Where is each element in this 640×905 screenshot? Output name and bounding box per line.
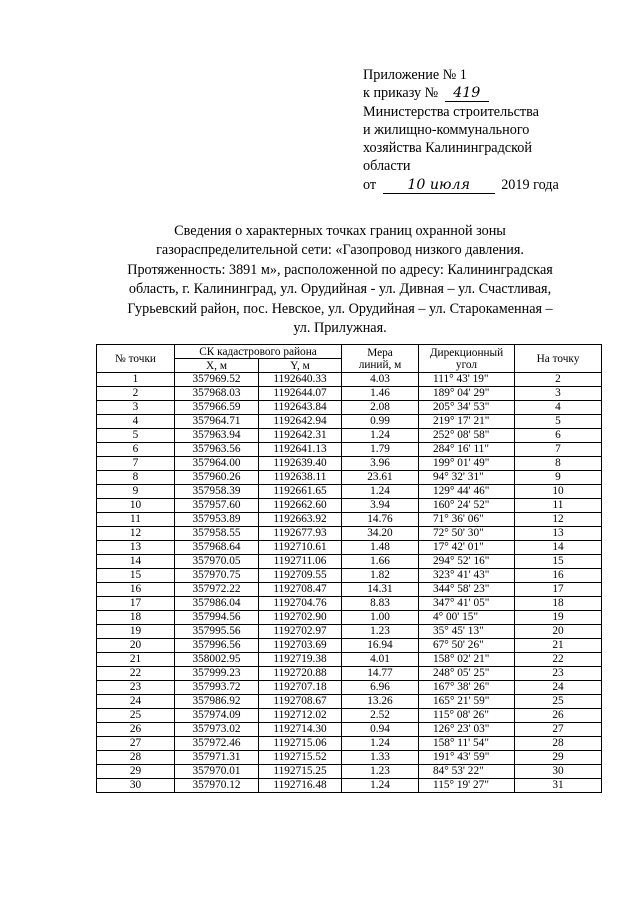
cell-line-measure: 23.61 <box>342 471 419 485</box>
cell-y-coordinate: 1192715.52 <box>259 751 342 765</box>
cell-x-coordinate: 357971.31 <box>175 751 259 765</box>
table-row <box>97 765 602 779</box>
table-row <box>97 653 602 667</box>
table-row <box>97 429 602 443</box>
cell-line-measure: 6.96 <box>342 681 419 695</box>
cell-line-measure: 8.83 <box>342 597 419 611</box>
table-body <box>97 373 602 793</box>
cell-y-coordinate: 1192714.30 <box>259 723 342 737</box>
cell-x-coordinate: 357973.02 <box>175 723 259 737</box>
cell-to-point: 23 <box>515 667 602 681</box>
order-number-handwritten: 419 <box>445 86 489 102</box>
cell-point-number: 23 <box>97 681 175 695</box>
header-line-measure <box>342 345 419 373</box>
cell-y-coordinate: 1192639.40 <box>259 457 342 471</box>
cell-line-measure: 3.96 <box>342 457 419 471</box>
cell-line-measure: 1.48 <box>342 541 419 555</box>
cell-point-number: 12 <box>97 527 175 541</box>
cell-to-point: 28 <box>515 737 602 751</box>
heading-line-2: газораспределительной сети: «Газопровод низкого давления. <box>156 242 524 259</box>
cell-x-coordinate: 357953.89 <box>175 513 259 527</box>
cell-line-measure: 1.00 <box>342 611 419 625</box>
table-row <box>97 415 602 429</box>
cell-x-coordinate: 357999.23 <box>175 667 259 681</box>
cell-x-coordinate: 357963.56 <box>175 443 259 457</box>
cell-to-point: 18 <box>515 597 602 611</box>
header-angle-line-2: угол <box>455 358 478 371</box>
appendix-title: Приложение № 1 <box>363 67 467 83</box>
cell-direction-angle: 165° 21' 59" <box>419 695 515 709</box>
cell-direction-angle: 160° 24' 52" <box>419 499 515 513</box>
header-measure-line-2: линий, м <box>358 358 402 371</box>
cell-to-point: 13 <box>515 527 602 541</box>
cell-to-point: 21 <box>515 639 602 653</box>
cell-to-point: 27 <box>515 723 602 737</box>
cell-y-coordinate: 1192662.60 <box>259 499 342 513</box>
cell-to-point: 12 <box>515 513 602 527</box>
cell-y-coordinate: 1192663.92 <box>259 513 342 527</box>
cell-to-point: 7 <box>515 443 602 457</box>
cell-line-measure: 1.23 <box>342 625 419 639</box>
cell-direction-angle: 189° 04' 29" <box>419 387 515 401</box>
cell-point-number: 29 <box>97 765 175 779</box>
ministry-line-3: хозяйства Калининградской <box>363 140 532 157</box>
table-row <box>97 681 602 695</box>
appendix-block <box>363 66 559 194</box>
cell-to-point: 11 <box>515 499 602 513</box>
cell-point-number: 24 <box>97 695 175 709</box>
header-x: X, м <box>175 359 259 373</box>
table-row <box>97 695 602 709</box>
cell-to-point: 14 <box>515 541 602 555</box>
cell-to-point: 16 <box>515 569 602 583</box>
cell-y-coordinate: 1192643.84 <box>259 401 342 415</box>
cell-line-measure: 1.79 <box>342 443 419 457</box>
cell-point-number: 21 <box>97 653 175 667</box>
table-row <box>97 527 602 541</box>
cell-x-coordinate: 357996.56 <box>175 639 259 653</box>
cell-y-coordinate: 1192715.06 <box>259 737 342 751</box>
cell-y-coordinate: 1192704.76 <box>259 597 342 611</box>
cell-y-coordinate: 1192638.11 <box>259 471 342 485</box>
cell-line-measure: 1.24 <box>342 429 419 443</box>
cell-point-number: 22 <box>97 667 175 681</box>
cell-to-point: 25 <box>515 695 602 709</box>
cell-line-measure: 4.01 <box>342 653 419 667</box>
table-row <box>97 401 602 415</box>
cell-direction-angle: 248° 05' 25" <box>419 667 515 681</box>
cell-line-measure: 16.94 <box>342 639 419 653</box>
cell-direction-angle: 294° 52' 16" <box>419 555 515 569</box>
cell-direction-angle: 284° 16' 11" <box>419 443 515 457</box>
cell-x-coordinate: 357960.26 <box>175 471 259 485</box>
cell-point-number: 28 <box>97 751 175 765</box>
heading-line-1: Сведения о характерных точках границ охранной зоны <box>174 223 506 239</box>
cell-to-point: 2 <box>515 373 602 387</box>
cell-x-coordinate: 357964.00 <box>175 457 259 471</box>
cell-point-number: 15 <box>97 569 175 583</box>
cell-line-measure: 13.26 <box>342 695 419 709</box>
cell-to-point: 29 <box>515 751 602 765</box>
cell-to-point: 4 <box>515 401 602 415</box>
cell-x-coordinate: 357972.22 <box>175 583 259 597</box>
cell-line-measure: 2.52 <box>342 709 419 723</box>
cell-to-point: 24 <box>515 681 602 695</box>
cell-line-measure: 34.20 <box>342 527 419 541</box>
cell-point-number: 8 <box>97 471 175 485</box>
cell-point-number: 26 <box>97 723 175 737</box>
cell-y-coordinate: 1192712.02 <box>259 709 342 723</box>
cell-line-measure: 0.99 <box>342 415 419 429</box>
cell-point-number: 4 <box>97 415 175 429</box>
cell-direction-angle: 167° 38' 26" <box>419 681 515 695</box>
cell-y-coordinate: 1192707.18 <box>259 681 342 695</box>
heading-line-5: Гурьевский район, пос. Невское, ул. Орудийная – ул. Старокаменная – <box>127 300 553 317</box>
date-handwritten: 10 июля <box>383 178 495 194</box>
cell-x-coordinate: 357966.59 <box>175 401 259 415</box>
cell-line-measure: 14.31 <box>342 583 419 597</box>
cell-to-point: 26 <box>515 709 602 723</box>
cell-point-number: 17 <box>97 597 175 611</box>
table-row <box>97 485 602 499</box>
cell-y-coordinate: 1192703.69 <box>259 639 342 653</box>
cell-point-number: 16 <box>97 583 175 597</box>
cell-direction-angle: 158° 02' 21" <box>419 653 515 667</box>
table-row <box>97 541 602 555</box>
cell-line-measure: 14.77 <box>342 667 419 681</box>
cell-point-number: 18 <box>97 611 175 625</box>
cell-x-coordinate: 357968.03 <box>175 387 259 401</box>
cell-to-point: 31 <box>515 779 602 793</box>
cell-direction-angle: 129° 44' 46" <box>419 485 515 499</box>
cell-y-coordinate: 1192719.38 <box>259 653 342 667</box>
table-row <box>97 611 602 625</box>
cell-line-measure: 1.66 <box>342 555 419 569</box>
cell-point-number: 20 <box>97 639 175 653</box>
boundary-points-table <box>96 344 602 793</box>
cell-y-coordinate: 1192644.07 <box>259 387 342 401</box>
cell-direction-angle: 17° 42' 01" <box>419 541 515 555</box>
cell-direction-angle: 205° 34' 53" <box>419 401 515 415</box>
cell-x-coordinate: 357974.09 <box>175 709 259 723</box>
table-row <box>97 499 602 513</box>
cell-direction-angle: 219° 17' 21" <box>419 415 515 429</box>
cell-x-coordinate: 357957.60 <box>175 499 259 513</box>
cell-to-point: 17 <box>515 583 602 597</box>
table-row <box>97 387 602 401</box>
cell-line-measure: 3.94 <box>342 499 419 513</box>
cell-direction-angle: 191° 43' 59" <box>419 751 515 765</box>
table-row <box>97 751 602 765</box>
ministry-line-4: области <box>363 158 411 175</box>
table-row <box>97 443 602 457</box>
cell-line-measure: 1.33 <box>342 751 419 765</box>
cell-to-point: 22 <box>515 653 602 667</box>
cell-y-coordinate: 1192640.33 <box>259 373 342 387</box>
cell-point-number: 27 <box>97 737 175 751</box>
cell-y-coordinate: 1192715.25 <box>259 765 342 779</box>
table-row <box>97 709 602 723</box>
cell-line-measure: 1.46 <box>342 387 419 401</box>
cell-to-point: 19 <box>515 611 602 625</box>
cell-y-coordinate: 1192720.88 <box>259 667 342 681</box>
cell-x-coordinate: 357970.75 <box>175 569 259 583</box>
cell-to-point: 3 <box>515 387 602 401</box>
cell-direction-angle: 252° 08' 58" <box>419 429 515 443</box>
cell-y-coordinate: 1192702.90 <box>259 611 342 625</box>
cell-direction-angle: 84° 53' 22" <box>419 765 515 779</box>
header-angle-line-1: Дирекционный <box>429 346 504 359</box>
table-row <box>97 471 602 485</box>
cell-y-coordinate: 1192642.31 <box>259 429 342 443</box>
cell-x-coordinate: 357970.12 <box>175 779 259 793</box>
cell-to-point: 9 <box>515 471 602 485</box>
cell-x-coordinate: 357963.94 <box>175 429 259 443</box>
cell-point-number: 6 <box>97 443 175 457</box>
cell-point-number: 19 <box>97 625 175 639</box>
cell-y-coordinate: 1192661.65 <box>259 485 342 499</box>
cell-direction-angle: 158° 11' 54" <box>419 737 515 751</box>
cell-line-measure: 1.82 <box>342 569 419 583</box>
table-row <box>97 555 602 569</box>
cell-y-coordinate: 1192677.93 <box>259 527 342 541</box>
header-y: Y, м <box>259 359 342 373</box>
cell-to-point: 15 <box>515 555 602 569</box>
cell-point-number: 5 <box>97 429 175 443</box>
cell-x-coordinate: 357958.39 <box>175 485 259 499</box>
table-row <box>97 625 602 639</box>
cell-direction-angle: 4° 00' 15" <box>419 611 515 625</box>
table-row <box>97 583 602 597</box>
table-row <box>97 723 602 737</box>
cell-x-coordinate: 357986.04 <box>175 597 259 611</box>
table-row <box>97 373 602 387</box>
date-prefix: от <box>363 176 377 193</box>
cell-point-number: 7 <box>97 457 175 471</box>
cell-line-measure: 14.76 <box>342 513 419 527</box>
cell-direction-angle: 111° 43' 19" <box>419 373 515 387</box>
cell-line-measure: 0.94 <box>342 723 419 737</box>
cell-line-measure: 1.24 <box>342 485 419 499</box>
cell-x-coordinate: 357969.52 <box>175 373 259 387</box>
cell-x-coordinate: 357970.05 <box>175 555 259 569</box>
cell-point-number: 2 <box>97 387 175 401</box>
cell-to-point: 8 <box>515 457 602 471</box>
table-row <box>97 737 602 751</box>
header-measure-line-1: Мера <box>367 346 393 359</box>
cell-line-measure: 1.23 <box>342 765 419 779</box>
ministry-line-1: Министерства строительства <box>363 103 539 120</box>
cell-point-number: 9 <box>97 485 175 499</box>
date-suffix: 2019 года <box>501 176 559 193</box>
cell-to-point: 20 <box>515 625 602 639</box>
table-row <box>97 457 602 471</box>
order-prefix: к приказу № <box>363 85 439 102</box>
cell-direction-angle: 115° 19' 27" <box>419 779 515 793</box>
cell-to-point: 30 <box>515 765 602 779</box>
cell-direction-angle: 72° 50' 30" <box>419 527 515 541</box>
document-heading <box>105 222 575 338</box>
cell-point-number: 3 <box>97 401 175 415</box>
cell-y-coordinate: 1192716.48 <box>259 779 342 793</box>
cell-x-coordinate: 357995.56 <box>175 625 259 639</box>
cell-y-coordinate: 1192711.06 <box>259 555 342 569</box>
cell-line-measure: 1.24 <box>342 737 419 751</box>
cell-x-coordinate: 357994.56 <box>175 611 259 625</box>
header-to-point: На точку <box>515 345 602 373</box>
cell-direction-angle: 71° 36' 06" <box>419 513 515 527</box>
cell-line-measure: 4.03 <box>342 373 419 387</box>
header-direction-angle <box>419 345 515 373</box>
cell-point-number: 13 <box>97 541 175 555</box>
table-row <box>97 513 602 527</box>
table-row <box>97 667 602 681</box>
cell-line-measure: 1.24 <box>342 779 419 793</box>
cell-x-coordinate: 357986.92 <box>175 695 259 709</box>
cell-line-measure: 2.08 <box>342 401 419 415</box>
cell-point-number: 25 <box>97 709 175 723</box>
cell-x-coordinate: 357970.01 <box>175 765 259 779</box>
table-row <box>97 639 602 653</box>
cell-to-point: 5 <box>515 415 602 429</box>
cell-y-coordinate: 1192641.13 <box>259 443 342 457</box>
cell-x-coordinate: 357972.46 <box>175 737 259 751</box>
cell-y-coordinate: 1192642.94 <box>259 415 342 429</box>
cell-x-coordinate: 357993.72 <box>175 681 259 695</box>
cell-to-point: 10 <box>515 485 602 499</box>
cell-x-coordinate: 357958.55 <box>175 527 259 541</box>
cell-direction-angle: 67° 50' 26" <box>419 639 515 653</box>
cell-y-coordinate: 1192702.97 <box>259 625 342 639</box>
cell-y-coordinate: 1192709.55 <box>259 569 342 583</box>
cell-point-number: 10 <box>97 499 175 513</box>
table-row <box>97 569 602 583</box>
order-line <box>363 84 559 102</box>
cell-direction-angle: 94° 32' 31" <box>419 471 515 485</box>
header-point-number: № точки <box>97 345 175 373</box>
cell-direction-angle: 126° 23' 03" <box>419 723 515 737</box>
cell-direction-angle: 347° 41' 05" <box>419 597 515 611</box>
cell-x-coordinate: 357968.64 <box>175 541 259 555</box>
cell-direction-angle: 199° 01' 49" <box>419 457 515 471</box>
ministry-line-2: и жилищно-коммунального <box>363 121 530 138</box>
heading-line-4: область, г. Калининград, ул. Орудийная - ул. Дивная – ул. Счастливая, <box>128 281 552 298</box>
cell-y-coordinate: 1192710.61 <box>259 541 342 555</box>
cell-y-coordinate: 1192708.47 <box>259 583 342 597</box>
cell-direction-angle: 323° 41' 43" <box>419 569 515 583</box>
table-row <box>97 779 602 793</box>
table-header <box>97 345 602 373</box>
cell-point-number: 11 <box>97 513 175 527</box>
heading-line-3: Протяженность: 3891 м», расположенной по адресу: Калининградская <box>127 261 553 278</box>
cell-point-number: 30 <box>97 779 175 793</box>
table-row <box>97 597 602 611</box>
cell-direction-angle: 344° 58' 23" <box>419 583 515 597</box>
cell-x-coordinate: 358002.95 <box>175 653 259 667</box>
cell-x-coordinate: 357964.71 <box>175 415 259 429</box>
header-coordinate-system: СК кадастрового района <box>175 345 342 359</box>
cell-y-coordinate: 1192708.67 <box>259 695 342 709</box>
cell-point-number: 14 <box>97 555 175 569</box>
heading-line-6: ул. Прилужная. <box>293 320 387 337</box>
date-line <box>363 176 559 194</box>
cell-direction-angle: 35° 45' 13" <box>419 625 515 639</box>
cell-direction-angle: 115° 08' 26" <box>419 709 515 723</box>
cell-point-number: 1 <box>97 373 175 387</box>
cell-to-point: 6 <box>515 429 602 443</box>
